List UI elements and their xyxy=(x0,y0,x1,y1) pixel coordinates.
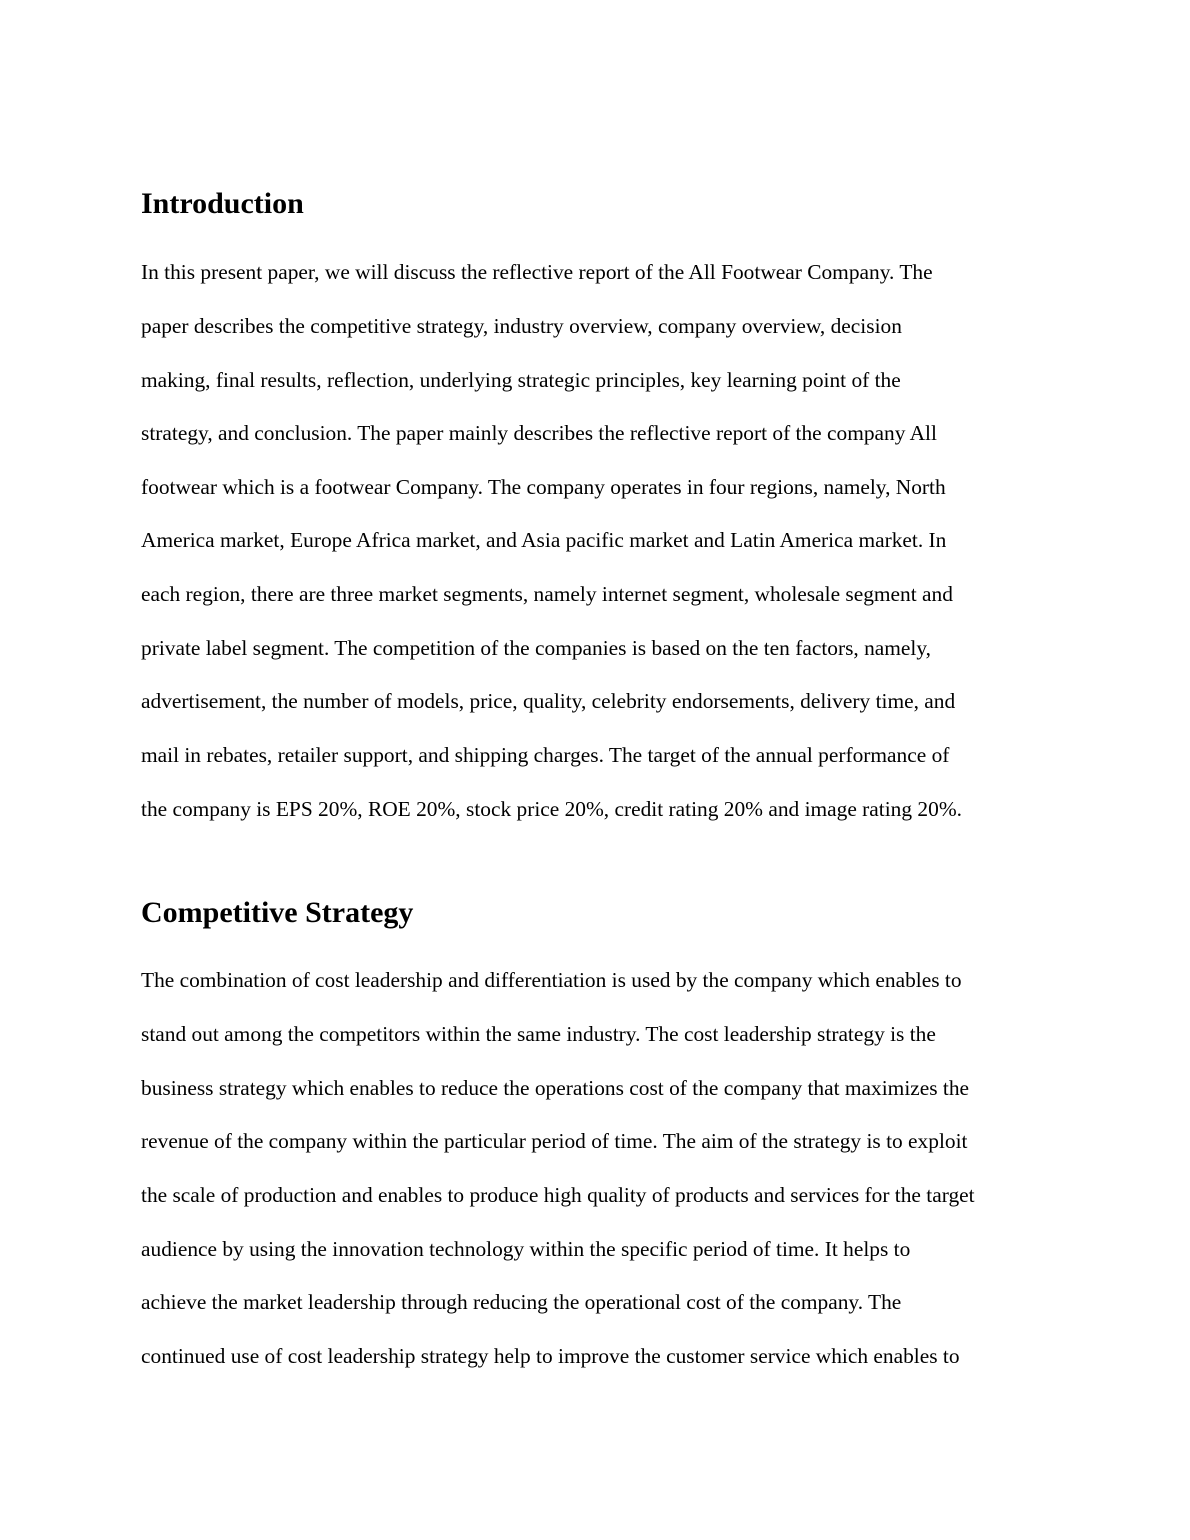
intro-line-5: footwear which is a footwear Company. The company operates in four regions, namely, North xyxy=(141,475,946,499)
heading-introduction: Introduction xyxy=(141,187,304,220)
strategy-line-7: achieve the market leadership through reducing the operational cost of the company. The xyxy=(141,1290,902,1314)
strategy-line-1: The combination of cost leadership and differentiation is used by the company which enables to xyxy=(141,968,962,992)
strategy-line-5: the scale of production and enables to produce high quality of products and services for the target xyxy=(141,1183,975,1207)
intro-line-7: each region, there are three market segments, namely internet segment, wholesale segment and xyxy=(141,582,953,606)
intro-line-1: In this present paper, we will discuss the reflective report of the All Footwear Company. The xyxy=(141,260,933,284)
intro-line-10: mail in rebates, retailer support, and shipping charges. The target of the annual performance of xyxy=(141,743,950,767)
intro-line-3: making, final results, reflection, underlying strategic principles, key learning point of the xyxy=(141,368,901,392)
heading-competitive-strategy: Competitive Strategy xyxy=(141,896,414,929)
intro-line-11: the company is EPS 20%, ROE 20%, stock price 20%, credit rating 20% and image rating 20%. xyxy=(141,797,962,821)
intro-line-4: strategy, and conclusion. The paper mainly describes the reflective report of the company All xyxy=(141,421,937,445)
intro-line-6: America market, Europe Africa market, and Asia pacific market and Latin America market. In xyxy=(141,528,947,552)
strategy-line-3: business strategy which enables to reduce the operations cost of the company that maximizes the xyxy=(141,1076,970,1100)
strategy-line-2: stand out among the competitors within the same industry. The cost leadership strategy is the xyxy=(141,1022,936,1046)
intro-line-2: paper describes the competitive strategy, industry overview, company overview, decision xyxy=(141,314,902,338)
strategy-line-8: continued use of cost leadership strategy help to improve the customer service which enables to xyxy=(141,1344,960,1368)
intro-line-9: advertisement, the number of models, price, quality, celebrity endorsements, delivery time, and xyxy=(141,689,956,713)
strategy-line-6: audience by using the innovation technology within the specific period of time. It helps to xyxy=(141,1237,911,1261)
intro-line-8: private label segment. The competition of the companies is based on the ten factors, namely, xyxy=(141,636,932,660)
strategy-line-4: revenue of the company within the particular period of time. The aim of the strategy is to exploit xyxy=(141,1129,968,1153)
